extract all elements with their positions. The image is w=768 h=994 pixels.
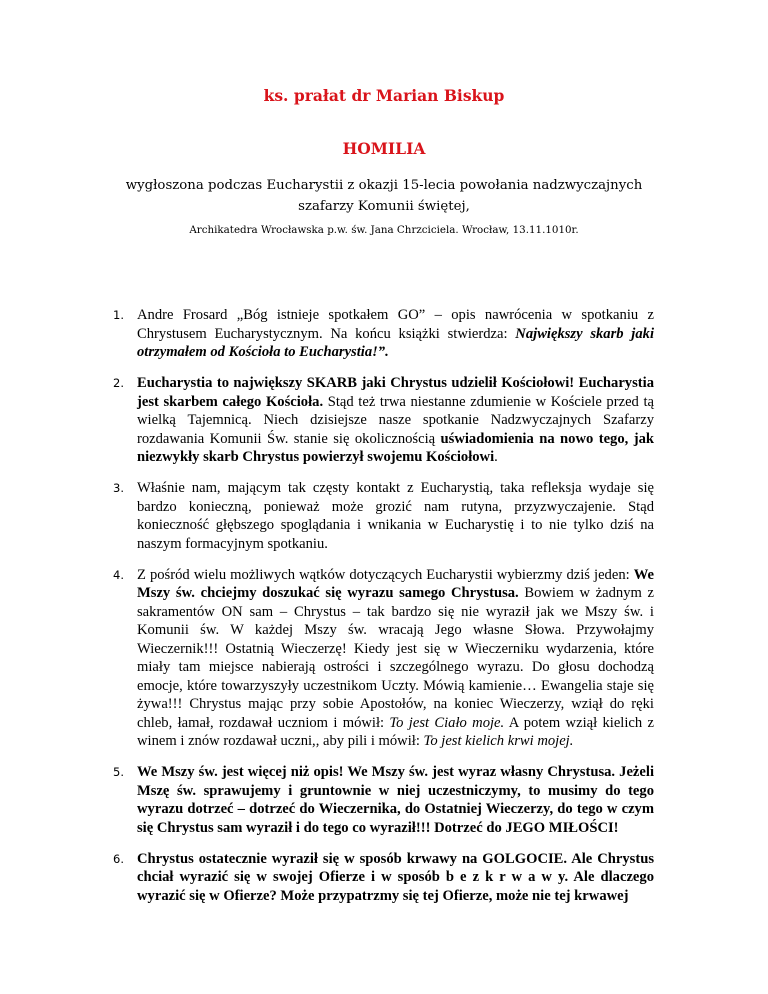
occasion-subtitle: wygłoszona podczas Eucharystii z okazji 15-lecia powołania nadzwyczajnych szafarzy Komunii świętej,: [125, 178, 643, 214]
item-text-bold: uświadomienia na nowo tego, jak niezwykły skarb Chrystus powierzył swojemu Kościołowi: [137, 430, 654, 465]
place-and-date: Archikatedra Wrocławska p.w. św. Jana Chrzciciela. Wrocław, 13.11.1010r.: [189, 224, 579, 236]
item-text: Z pośród wielu możliwych wątków dotyczących Eucharystii wybierzmy dziś jeden:: [137, 566, 634, 583]
item-number: 6.: [113, 851, 124, 866]
list-item: [113, 374, 654, 467]
item-text: Właśnie nam, mającym tak częsty kontakt z Eucharystią, taka refleksja wydaje się bardzo konieczną, ponieważ może grozić nam rutyna, przyzwyczajenie. Stąd konieczność głębszego spoglądania i wnikania w Eucharystię i to nie tylko dziś na naszym formacyjnym spotkaniu.: [137, 480, 654, 552]
list-item: [113, 850, 654, 906]
list-item: [113, 479, 654, 553]
item-text: Bowiem w żadnym z sakramentów ON sam – Chrystus – tak bardzo się nie wyraził jak we Mszy św. i Komunii św. W każdej Mszy św. wracają Jego własne Słowa. Przywołajmy Wieczernik!!! Ostatnią Wieczerzę! Kiedy jest się w Wieczerniku wydarzenia, które miały tam miejsce nabierają ostrości i szczególnego wyrazu. Do głosu dochodzą emocje, które towarzyszyły uczestnikom Uczty. Mówią kamienie… Ewangelia staje się żywa!!! Chrystus mając przy sobie Apostołów, na koniec Wieczerzy, wziął do ręki chleb, łamał, rozdawał uczniom i mówił:: [137, 585, 654, 731]
item-number: 2.: [113, 376, 124, 390]
item-text-bold: We Mszy św. jest więcej niż opis! We Mszy św. jest wyraz własny Chrystusa. Jeżeli Mszę św. sprawujemy i gruntownie w niej uczestniczymy, to musimy do tego wyrazu dotrzeć – dotrzeć do Wieczernika, do Ostatniej Wieczerzy, do tego w czym się Chrystus sam wyraził i do tego co wyraził!!! Dotrzeć do JEGO MIŁOŚCI!: [137, 764, 654, 836]
item-number: 5.: [113, 765, 124, 779]
list-item: [113, 566, 654, 751]
item-text: Stąd też trwa niestanne zdumienie w Kościele przed tą wielką Tajemnicą. Niech dzisiejsze nasze spotkanie Nadzwyczajnych Szafarzy rozdawania Komunii Św. stanie się okolicznością: [137, 393, 654, 447]
author-line: ks. prałat dr Marian Biskup: [263, 86, 505, 105]
item-number: 3.: [113, 481, 124, 495]
list-item: [113, 763, 654, 837]
item-text-italic: To jest Ciało moje.: [389, 714, 505, 731]
item-text-bold: Eucharystia to największy SKARB jaki Chrystus udzielił Kościołowi! Eucharystia jest skarbem całego Kościoła.: [137, 375, 654, 410]
item-text-bold: We Mszy św. chciejmy doszukać się wyrazu samego Chrystusa.: [137, 566, 654, 601]
item-number: 4.: [113, 567, 124, 582]
document-heading: HOMILIA: [342, 139, 426, 158]
item-number: 1.: [113, 308, 124, 322]
item-text: .: [494, 449, 498, 465]
item-text-bold-italic: Największy skarb jaki otrzymałem od Kościoła to Eucharystia!”.: [137, 325, 654, 360]
item-text-italic: To jest kielich krwi mojej.: [423, 733, 574, 749]
item-text: A potem wziął kielich z winem i znów rozdawał uczni,, aby pili i mówił:: [137, 714, 654, 749]
item-text: Andre Frosard „Bóg istnieje spotkałem GO” – opis nawrócenia w spotkaniu z Chrystusem Eucharystycznym. Na końcu książki stwierdza:: [137, 307, 654, 342]
list-item: [113, 306, 654, 362]
item-text-bold: Chrystus ostatecznie wyraził się w sposób krwawy na GOLGOCIE. Ale Chrystus chciał wyrazić się w swojej Ofierze i w sposób b e z k r w a w y. Ale dlaczego wyrazić się w Ofierze? Może przypatrzmy się tej Ofierze, może nie tej krwawej: [137, 850, 654, 904]
homily-points-list: [0, 306, 768, 918]
